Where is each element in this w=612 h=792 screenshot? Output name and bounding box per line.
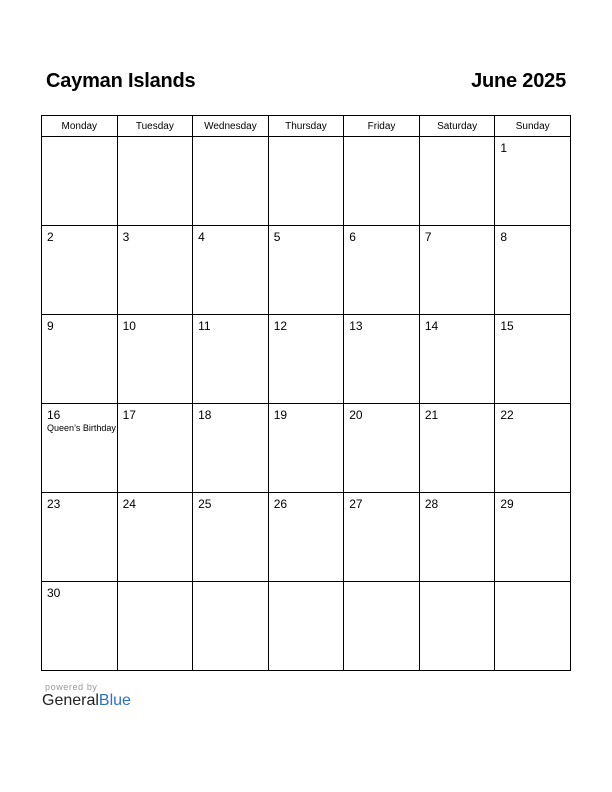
day-cell (193, 493, 269, 582)
day-cell (419, 137, 495, 226)
day-cell (344, 226, 420, 315)
day-number (269, 582, 344, 586)
day-number: 9 (47, 319, 54, 333)
day-cell (495, 226, 571, 315)
day-cell (344, 493, 420, 582)
brand-name-general: General (42, 692, 99, 709)
day-number (118, 582, 193, 586)
day-cell (495, 315, 571, 404)
day-number: 22 (500, 408, 514, 422)
country-title: Cayman Islands (46, 70, 196, 92)
day-cell (117, 226, 193, 315)
week-row (42, 315, 571, 404)
day-cell (193, 404, 269, 493)
day-number: 14 (424, 319, 439, 333)
day-number: 8 (500, 230, 508, 244)
day-cell (193, 137, 269, 226)
day-cell (42, 582, 118, 671)
day-cell (193, 315, 269, 404)
day-number (42, 137, 117, 141)
day-cell (268, 137, 344, 226)
day-number: 13 (349, 319, 363, 333)
month-calendar-grid (41, 115, 571, 671)
weekday-saturday: Saturday (419, 116, 495, 137)
day-cell (419, 315, 495, 404)
day-number (344, 137, 419, 141)
day-cell (268, 582, 344, 671)
day-cell (42, 315, 118, 404)
day-cell (344, 315, 420, 404)
day-number: 20 (349, 408, 363, 422)
brand-logo (42, 692, 131, 710)
calendar-header (46, 70, 566, 98)
week-row (42, 582, 571, 671)
weekday-wednesday: Wednesday (193, 116, 269, 137)
day-number (193, 137, 268, 141)
weekday-header-row (42, 116, 571, 137)
day-cell (344, 582, 420, 671)
week-row (42, 137, 571, 226)
day-cell (117, 404, 193, 493)
day-cell (117, 315, 193, 404)
day-cell (268, 315, 344, 404)
day-number: 2 (47, 230, 54, 244)
day-number: 18 (198, 408, 212, 422)
day-number: 17 (122, 408, 136, 422)
day-number: 11 (198, 319, 211, 333)
day-number: 16 (47, 408, 61, 422)
day-number: 23 (47, 497, 61, 511)
day-cell (117, 493, 193, 582)
day-number: 26 (273, 497, 288, 511)
day-number: 19 (273, 408, 288, 422)
powered-by-text: powered by (45, 682, 98, 692)
day-number (269, 137, 344, 141)
weekday-monday: Monday (42, 116, 118, 137)
calendar-weeks (42, 137, 571, 671)
day-number: 4 (198, 230, 205, 244)
holiday-label: Queen’s Birthday (47, 423, 116, 433)
weekday-friday: Friday (344, 116, 420, 137)
day-cell (42, 226, 118, 315)
day-cell (495, 582, 571, 671)
week-row (42, 226, 571, 315)
day-cell (344, 137, 420, 226)
day-cell (419, 493, 495, 582)
day-cell (344, 404, 420, 493)
day-number: 28 (424, 497, 439, 511)
day-cell (495, 137, 571, 226)
week-row (42, 404, 571, 493)
day-number (420, 582, 495, 586)
day-cell (419, 226, 495, 315)
day-number: 7 (424, 230, 432, 244)
day-cell (42, 404, 118, 493)
day-number: 27 (349, 497, 363, 511)
day-cell (268, 493, 344, 582)
day-cell (193, 582, 269, 671)
day-number: 21 (424, 408, 439, 422)
day-number (495, 582, 570, 586)
day-number: 3 (122, 230, 130, 244)
day-number (344, 582, 419, 586)
day-number: 25 (198, 497, 212, 511)
day-number: 15 (500, 319, 514, 333)
weekday-thursday: Thursday (268, 116, 344, 137)
day-number: 5 (273, 230, 281, 244)
day-number: 29 (500, 497, 514, 511)
day-cell (268, 226, 344, 315)
day-cell (42, 137, 118, 226)
weekday-tuesday: Tuesday (117, 116, 193, 137)
day-number: 12 (273, 319, 288, 333)
day-number: 30 (47, 586, 61, 600)
footer-branding (42, 682, 131, 710)
day-number (193, 582, 268, 586)
day-number (118, 137, 193, 141)
day-cell (495, 404, 571, 493)
day-cell (193, 226, 269, 315)
day-number: 6 (349, 230, 356, 244)
day-cell (419, 582, 495, 671)
day-cell (419, 404, 495, 493)
day-cell (42, 493, 118, 582)
day-cell (268, 404, 344, 493)
day-number: 24 (122, 497, 136, 511)
brand-name-blue: Blue (98, 692, 131, 709)
day-number (420, 137, 495, 141)
day-cell (117, 137, 193, 226)
day-number: 10 (122, 319, 136, 333)
day-number: 1 (500, 141, 508, 155)
day-cell (117, 582, 193, 671)
week-row (42, 493, 571, 582)
weekday-sunday: Sunday (495, 116, 571, 137)
month-year-title: June 2025 (471, 70, 566, 92)
day-cell (495, 493, 571, 582)
